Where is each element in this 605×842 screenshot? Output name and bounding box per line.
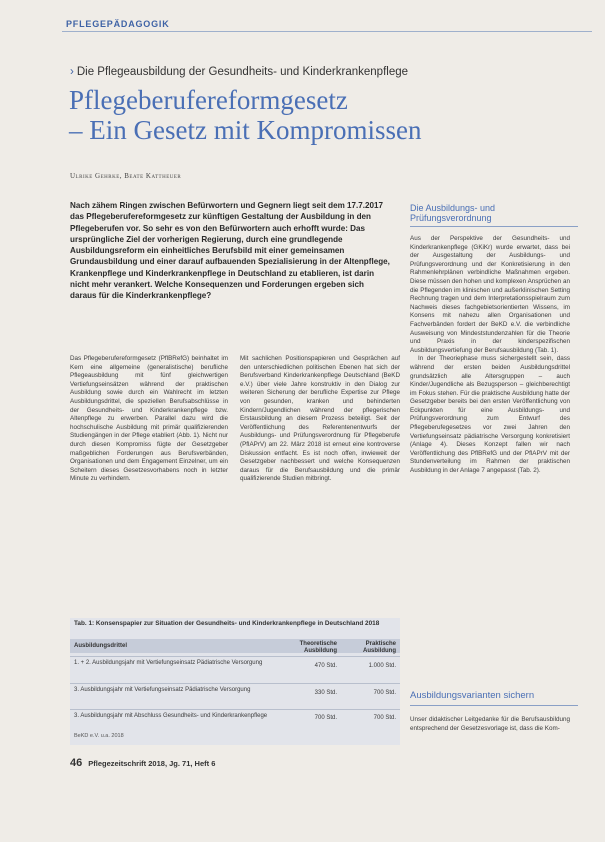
sidebar-rule-2 <box>410 705 578 706</box>
table-cell-theory: 330 Std. <box>314 690 337 696</box>
article-title <box>69 85 529 145</box>
table-source: BeKD e.V. u.a. 2018 <box>74 733 124 739</box>
sidebar-paragraph-2: In der Theoriephase muss sichergestellt sein, dass während der ersten beiden Ausbildungsdrittel grundsätzlich alle Altersgruppen – auch Kinder/Jugendliche als Bezugsperson – gleichberechtigt im Fokus stehen. Für die praktische Ausbildung hatte der Gesetzgeber bereits bei den ersten Veröffentlichung von Eckpunkten für eine Ausbildungs- und Prüfungsverordnung zum Entwurf des Pflegeberufegesetzes vor zwei Jahren den Vertiefungseinsatz pädiatrische Versorgung konkretisiert (Anlage 4). Dieses Konzept fallen wir nach Veröffentlichung des PflBRefG und der PflAPrV mit der Stundenverteilung im Rahmen der praktischen Ausbildung in der Anlage 7 angepasst (Tab. 2). <box>410 355 570 475</box>
table-cell-label: 3. Ausbildungsjahr mit Vertiefungseinsatz Pädiatrische Versorgung <box>74 687 251 693</box>
page-number: 46 <box>70 757 83 769</box>
table-cell-practice: 700 Std. <box>373 690 396 696</box>
table-header-practice: Praktische Ausbildung <box>363 641 396 654</box>
title-line-1: Pflegeberufereformgesetz <box>69 85 348 115</box>
chevron-right-icon: › <box>70 66 74 78</box>
sidebar-text-3: Unser didaktischer Leitgedanke für die Berufsausbildung entsprechend der Gesetzesvorlage ist, dass die Kom- <box>410 716 570 732</box>
title-line-2: – Ein Gesetz mit Kompromissen <box>69 115 422 145</box>
table-cell-label: 1. + 2. Ausbildungsjahr mit Vertiefungseinsatz Pädiatrische Versorgung <box>74 660 263 666</box>
table-cell-theory: 470 Std. <box>314 663 337 669</box>
section-label: PFLEGEPÄDAGOGIK <box>66 19 170 29</box>
table-cell-theory: 700 Std. <box>314 715 337 721</box>
article-lead: Nach zähem Ringen zwischen Befürwortern und Gegnern liegt seit dem 17.7.2017 das Pflegeberufereformgesetz zur künftigen Gestaltung der Ausbildung in den Pflegeberufen vor. So sehr es von den Befürwortern auch erhofft wurde: Das ursprüngliche Ziel der vorherigen Regierung, durch eine grundlegende Ausbildungsreform ein einheitliches Berufsbild mit einer gemeinsamen Grundausbildung und einer darauf aufbauenden Spezialisierung in der Altenpflege, Krankenpflege und Kinderkrankenpflege in Deutschland zu etablieren, ist darin nicht mehr verankert. Welche Konsequenzen und Forderungen ergeben sich daraus für die Kinderkrankenpflege? <box>70 201 390 301</box>
sidebar-heading-2: Ausbildungsvarianten sichern <box>410 690 535 701</box>
page-footer <box>70 757 215 769</box>
article-authors: Ulrike Gehrke, Beate Kattheuer <box>70 172 182 180</box>
body-column-2: Mit sachlichen Positionspapieren und Gesprächen auf den unterschiedlichen politischen Ebenen hat sich der Berufsverband Kinderkrankenpflege Deutschland (BeKD e.V.) über viele Jahre konstruktiv in den Dialog zur weiteren Sicherung der berufliche Expertise zur Pflege von gesunden, kranken und behinderten Kindern/Jugendlichen während der pflegerischen Erstausbildung an diesem Prozess beteiligt. Seit der Veröffentlichung des Referentenentwurfs der Ausbildungs- und Prüfungsverordnung für Pflegeberufe (PflAPrV) am 22. März 2018 ist erneut eine kontroverse Diskussion entfacht. Es ist noch offen, inwieweit der Gesetzgeber nachbessert und welche Konsequenzen daraus für die Berufsausbildung und die primär qualifizierende Studien mitbringt. <box>240 355 400 483</box>
sidebar-heading-1: Die Ausbildungs- und Prüfungsverordnung <box>410 203 496 223</box>
body-column-1: Das Pflegeberufereformgesetz (PflBRefG) beinhaltet im Kern eine allgemeine (generalistische) berufliche Pflegeausbildung mit fünf gleichwertigen Vertiefungseinsätzen während der praktischen Ausbildung sowie durch ein Wahlrecht im letzten Ausbildungsdrittel, die speziellen Berufsabschlüsse in der Gesundheits- und Kinderkrankenpflege bzw. Altenpflege zu erwerben. Parallel dazu wird die hochschulische Ausbildung mit primär qualifizierenden Studiengängen in der Pflege etabliert (Abb. 1). Nicht nur durch diesen Kompromiss fügte der Gesetzgeber maßgeblichen Forderungen aus Berufsverbänden, Organisationen und dem Engagement Einzelner, um ein Scheitern dieses Gesetzesvorhabens noch in letzter Minute zu verhindern. <box>70 355 228 483</box>
sidebar-rule-1 <box>410 226 578 227</box>
kicker-text: Die Pflegeausbildung der Gesundheits- und Kinderkrankenpflege <box>76 66 409 78</box>
sidebar-text-1 <box>410 235 570 476</box>
table-header-theory: Theoretische Ausbildung <box>299 641 337 654</box>
table-cell-practice: 1.000 Std. <box>368 663 396 669</box>
table-cell-label: 3. Ausbildungsjahr mit Abschluss Gesundheits- und Kinderkrankenpflege <box>74 713 268 719</box>
sidebar-paragraph-1: Aus der Perspektive der Gesundheits- und Kinderkrankenpflege (GKiKr) wurde erwartet, dass bei der Ausgestaltung der Ausbildungs- und Prüfungsverordnung und der Konkretisierung in den Rahmenlehrplänen verbindliche Maßnahmen ergeben. Diese müssen den hohen und komplexen Ansprüchen an die Pflegenden im klinischen und außerklinischen Setting Rechnung tragen und dem Interpretationsspielraum zum Nachweis dieses fachgebietsorientierten Wissens, im Konsens mit nahezu allen Organisationen und Fachverbänden fordert der BeKD e.V. die verbindliche Ausweisung von Mindeststundenzahlen für die Theorie und Praxis in der kinderspezifischen Ausbildungsvertiefung der Berufsausbildung (Tab. 1). <box>410 235 570 354</box>
article-kicker <box>70 66 408 78</box>
table-caption: Tab. 1: Konsenspapier zur Situation der Gesundheits- und Kinderkrankenpflege in Deutschland 2018 <box>74 620 380 627</box>
journal-info: Pflegezeitschrift 2018, Jg. 71, Heft 6 <box>88 759 216 768</box>
table-cell-practice: 700 Std. <box>373 715 396 721</box>
table-header-phase: Ausbildungsdrittel <box>74 643 127 649</box>
